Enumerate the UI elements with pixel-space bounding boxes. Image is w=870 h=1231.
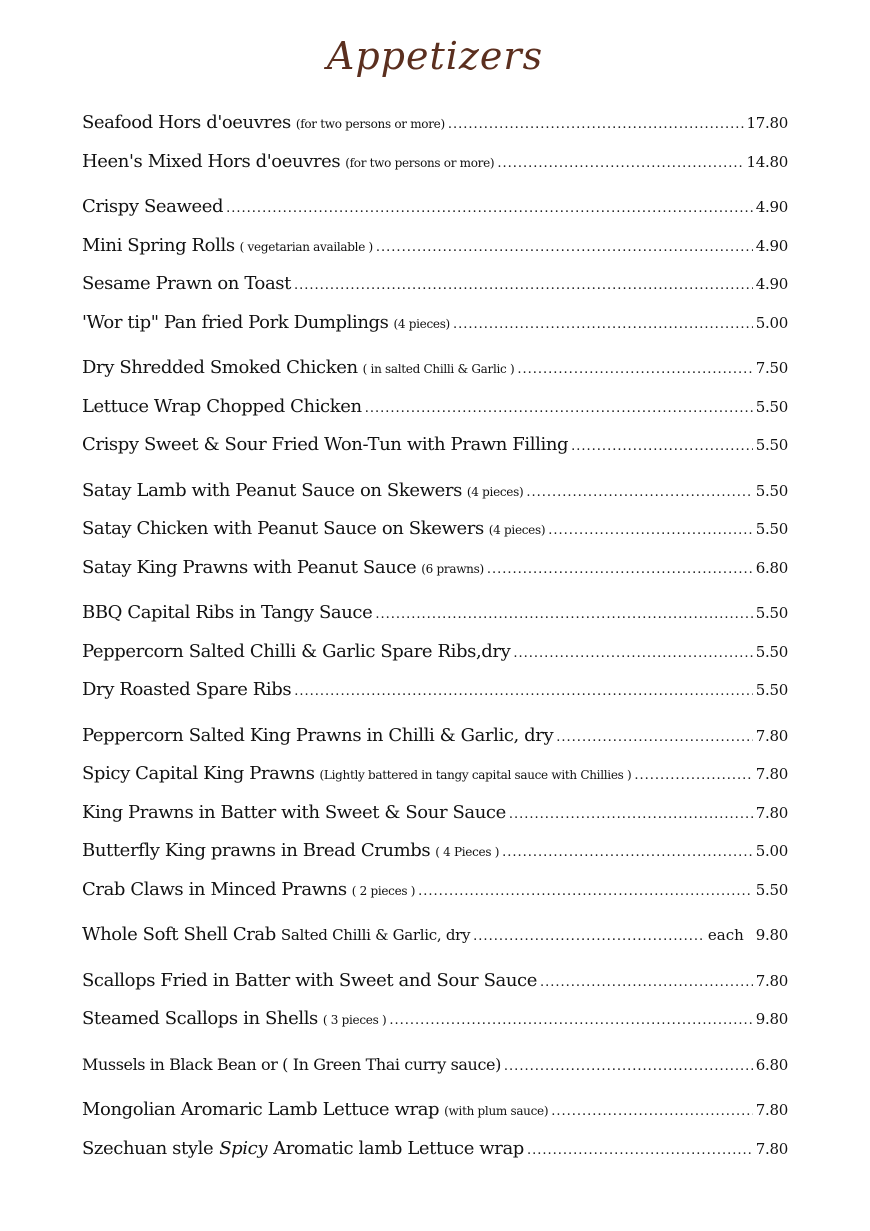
dot-leader (502, 834, 753, 872)
item-price: 5.50 (755, 642, 788, 661)
dot-leader (540, 964, 753, 1002)
dot-leader (376, 229, 753, 267)
dot-leader (504, 1048, 753, 1086)
dot-leader (509, 796, 753, 834)
dot-leader (294, 267, 753, 305)
dot-leader (517, 351, 752, 389)
item-name: Peppercorn Salted King Prawns in Chilli & Garlic, dry (82, 724, 554, 746)
item-price: 7.80 (755, 765, 788, 783)
item-price: 5.50 (755, 880, 788, 899)
item-price: 7.80 (755, 971, 788, 990)
menu-item (82, 143, 788, 182)
item-note: (6 prawns) (421, 561, 484, 576)
item-price: 5.50 (755, 520, 788, 538)
menu-title: Appetizers (326, 34, 544, 78)
item-name: Seafood Hors d'oeuvres (82, 112, 291, 133)
item-name: Whole Soft Shell Crab (82, 924, 276, 945)
dot-leader (487, 551, 753, 589)
item-name: Dry Shredded Smoked Chicken (82, 357, 358, 378)
item-note: (for two persons or more) (295, 117, 445, 131)
item-name: Mongolian Aromaric Lamb Lettuce wrap (82, 1099, 440, 1120)
item-each-label: each (707, 926, 744, 944)
item-price: 6.80 (755, 558, 788, 577)
item-name: Butterfly King prawns in Bread Crumbs (82, 840, 431, 861)
item-price: 7.80 (755, 1101, 788, 1119)
menu-item (82, 1130, 788, 1169)
menu-item (82, 871, 788, 910)
dot-leader (226, 190, 753, 228)
menu-item (82, 188, 788, 227)
menu-item (82, 671, 788, 710)
menu-item (82, 426, 788, 465)
menu-item (82, 510, 788, 549)
dot-leader (497, 145, 743, 183)
item-name-spicy: Spicy (219, 1137, 268, 1159)
item-price: 7.80 (755, 1139, 788, 1158)
dot-leader (473, 918, 705, 956)
menu-item (82, 349, 788, 388)
item-name: Mini Spring Rolls (82, 234, 235, 256)
item-name: Crispy Sweet & Sour Fried Won-Tun with Prawn Filling (82, 434, 569, 455)
item-note: (4 pieces) (466, 484, 524, 499)
dot-leader (548, 512, 753, 550)
item-name: Satay King Prawns with Peanut Sauce (82, 556, 417, 578)
dot-leader (294, 673, 753, 711)
item-price: 4.90 (755, 236, 788, 255)
item-price: 7.50 (755, 359, 788, 377)
item-name: Spicy Capital King Prawns (82, 763, 315, 784)
menu-item (82, 104, 788, 143)
item-name: Szechuan style (82, 1137, 214, 1159)
item-name: Steamed Scallops in Shells (82, 1008, 318, 1029)
menu-item (82, 1091, 788, 1130)
dot-leader (551, 1093, 753, 1131)
item-note: ( in salted Chilli & Garlic ) (362, 362, 515, 376)
dot-leader (453, 306, 753, 344)
item-price: 17.80 (746, 114, 788, 132)
item-name: Satay Chicken with Peanut Sauce on Skewers (82, 518, 484, 539)
item-note: (4 pieces) (488, 523, 546, 537)
menu-item (82, 633, 788, 672)
menu-item (82, 304, 788, 343)
dot-leader (448, 106, 744, 144)
item-price: 7.80 (755, 726, 788, 745)
menu-item (82, 265, 788, 304)
item-price: 5.50 (755, 681, 788, 699)
menu-item (82, 549, 788, 588)
item-name-rest: Salted Chilli & Garlic, dry (280, 926, 471, 944)
dot-leader (527, 1132, 753, 1170)
item-name: Crab Claws in Minced Prawns (82, 878, 347, 900)
dot-leader (556, 719, 753, 757)
item-name: Dry Roasted Spare Ribs (82, 679, 292, 700)
item-note: (Lightly battered in tangy capital sauce with Chillies ) (319, 768, 632, 782)
item-name: Crispy Seaweed (82, 196, 224, 217)
item-name: BBQ Capital Ribs in Tangy Sauce (82, 602, 373, 623)
dot-leader (526, 474, 752, 512)
menu-item (82, 227, 788, 266)
menu-item (82, 472, 788, 511)
item-name: 'Wor tip" Pan fried Pork Dumplings (82, 311, 389, 333)
item-price: 5.00 (755, 842, 788, 860)
item-price: 5.50 (755, 436, 788, 454)
dot-leader (634, 757, 752, 795)
item-name: King Prawns in Batter with Sweet & Sour Sauce (82, 801, 506, 823)
item-name: Scallops Fried in Batter with Sweet and Sour Sauce (82, 969, 537, 991)
item-note: ( 3 pieces ) (322, 1013, 387, 1027)
item-price: 4.90 (755, 275, 788, 293)
menu-item (82, 594, 788, 633)
menu-item (82, 916, 788, 955)
item-note: (with plum sauce) (444, 1104, 549, 1118)
item-note: ( 4 Pieces ) (435, 845, 500, 859)
dot-leader (571, 428, 753, 466)
item-note: ( 2 pieces ) (351, 883, 416, 898)
item-note: (4 pieces) (393, 316, 450, 331)
item-name: Lettuce Wrap Chopped Chicken (82, 395, 362, 417)
menu-item (82, 1046, 788, 1085)
item-price: 4.90 (755, 198, 788, 216)
menu-item (82, 962, 788, 1001)
menu-item (82, 755, 788, 794)
dot-leader (365, 390, 753, 428)
item-name: Sesame Prawn on Toast (82, 273, 291, 294)
dot-leader (389, 1002, 752, 1040)
item-name: Peppercorn Salted Chilli & Garlic Spare Ribs,dry (82, 640, 511, 662)
menu-item (82, 717, 788, 756)
dot-leader (418, 873, 753, 911)
item-price: 7.80 (755, 803, 788, 822)
item-name: Satay Lamb with Peanut Sauce on Skewers (82, 479, 462, 501)
item-name: Heen's Mixed Hors d'oeuvres (82, 150, 341, 172)
item-note: (for two persons or more) (345, 155, 495, 170)
item-price: 5.50 (755, 604, 788, 622)
menu-item (82, 832, 788, 871)
item-price: 9.80 (755, 926, 788, 944)
menu-item (82, 388, 788, 427)
item-price: 9.80 (755, 1010, 788, 1028)
menu-item (82, 1000, 788, 1039)
dot-leader (513, 635, 752, 673)
item-price: 5.50 (755, 397, 788, 416)
dot-leader (375, 596, 752, 634)
item-name-rest: Aromatic lamb Lettuce wrap (273, 1137, 524, 1159)
menu-list (82, 104, 788, 1168)
item-price: 5.00 (755, 313, 788, 332)
item-price: 6.80 (755, 1055, 788, 1074)
item-price: 5.50 (755, 481, 788, 500)
item-name: Mussels in Black Bean or ( In Green Thai curry sauce) (82, 1054, 501, 1074)
item-price: 14.80 (746, 152, 788, 171)
menu-item (82, 794, 788, 833)
item-note: ( vegetarian available ) (239, 239, 373, 254)
